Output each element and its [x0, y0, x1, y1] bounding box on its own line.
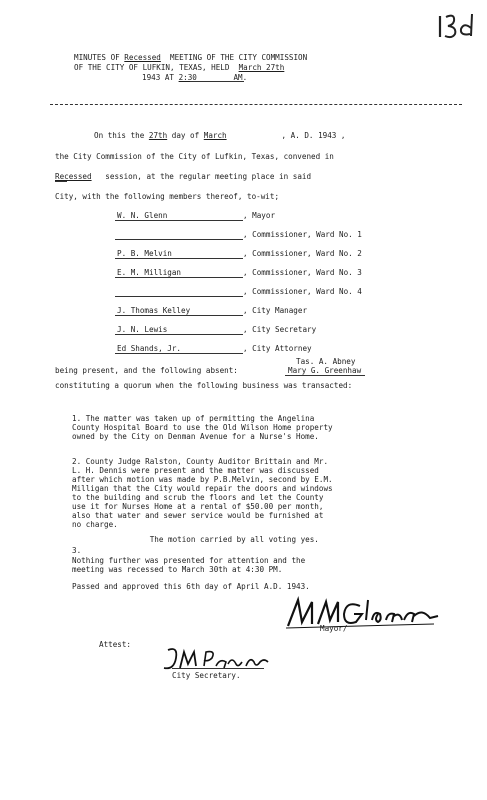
intro-session: Recessed [55, 172, 92, 181]
header-city: OF THE CITY OF LUFKIN, TEXAS, HELD [74, 63, 230, 72]
roster-name-2: P. B. Melvin [117, 249, 172, 258]
header-line-1 [74, 53, 307, 62]
absent-lead: being present, and the following absent: [55, 366, 238, 375]
roster-title-6: , City Secretary [243, 325, 317, 334]
secretary-line [172, 668, 264, 669]
roster-title-text-5: City Manager [252, 306, 308, 315]
body-line-7: Milligan that the City would repair the doors and windows [72, 484, 333, 493]
intro-text-b: day of [171, 131, 200, 140]
body-line-10: also that water and sewer service would be furnished at [72, 511, 324, 520]
roster-name-6: J. N. Lewis [117, 325, 168, 334]
roster-line-6 [115, 334, 243, 335]
mayor-label: Mayor/ [320, 624, 348, 633]
roster-line-1 [115, 239, 243, 240]
roster-title-0: , Mayor [243, 211, 276, 220]
roster-name-3: E. M. Milligan [117, 268, 182, 277]
time-underline [190, 81, 244, 82]
roster-title-5: , City Manager [243, 306, 308, 315]
body-line-0: 1. The matter was taken up of permitting the Angelina [72, 414, 315, 423]
intro-day: 27th [148, 131, 168, 140]
header-time: 2:30 [178, 73, 197, 82]
roster-line-5 [115, 315, 243, 316]
roster-line-2 [115, 258, 243, 259]
roster-title-text-7: City Attorney [252, 344, 312, 353]
header-separator [50, 104, 462, 105]
header-date: March 27th [238, 63, 285, 72]
body-line-14: Nothing further was presented for attention and the [72, 556, 306, 565]
header-year: 1943 AT [142, 73, 175, 82]
body-line-12: The motion carried by all voting yes. [72, 535, 319, 544]
intro-text-c: , A. D. 1943 , [281, 131, 346, 140]
intro-month: March [203, 131, 227, 140]
mayor-label-text: Mayor [320, 624, 343, 633]
roster-title-text-4: Commissioner, Ward No. 4 [252, 287, 362, 296]
roster-name-0: W. N. Glenn [117, 211, 168, 220]
roster-name-7: Ed Shands, Jr. [117, 344, 182, 353]
header-suffix: MEETING OF THE CITY COMMISSION [170, 53, 308, 62]
body-line-6: after which motion was made by P.B.Melvin, second by E.M. [72, 475, 333, 484]
body-line-8: to the building and scrub the floors and let the County [72, 493, 324, 502]
intro-line-4: City, with the following members thereof, to-wit; [55, 192, 280, 201]
roster-line-0 [115, 220, 243, 221]
roster-title-7: , City Attorney [243, 344, 312, 353]
roster-title-text-3: Commissioner, Ward No. 3 [252, 268, 362, 277]
body-line-15: meeting was recessed to March 30th at 4:30 PM. [72, 565, 283, 574]
header-prefix: MINUTES OF [74, 53, 120, 62]
roster-title-4: , Commissioner, Ward No. 4 [243, 287, 362, 296]
attest-label: Attest: [99, 640, 132, 649]
header-line-2 [74, 63, 284, 72]
page-number-mark [436, 10, 482, 40]
intro-line-1 [94, 131, 346, 140]
body-line-5: L. H. Dennis were present and the matter was discussed [72, 466, 319, 475]
intro-line-3 [55, 172, 311, 181]
intro-text-a: On this the [94, 131, 145, 140]
body-line-11: no charge. [72, 520, 118, 529]
roster-line-7 [115, 353, 243, 354]
body-line-9: use it for Nurses Home at a rental of $50.00 per month, [72, 502, 324, 511]
absent-underline [285, 375, 365, 376]
roster-title-text-6: City Secretary [252, 325, 317, 334]
absent-line-2: constituting a quorum when the following business was transacted: [55, 381, 353, 390]
header-ampm: AM. [233, 73, 248, 82]
roster-line-4 [115, 296, 243, 297]
roster-line-3 [115, 277, 243, 278]
roster-title-text-0: Mayor [252, 211, 276, 220]
body-line-17: Passed and approved this 6th day of April A.D. 1943. [72, 582, 310, 591]
body-line-1: County Hospital Board to use the Old Wilson Home property [72, 423, 333, 432]
absent-name-2: Mary G. Greenhaw [288, 366, 362, 375]
intro-line-2: the City Commission of the City of Lufkin, Texas, convened in [55, 152, 334, 161]
intro-line-3-text: session, at the regular meeting place in said [105, 172, 312, 181]
roster-name-5: J. Thomas Kelley [117, 306, 191, 315]
body-line-13: 3. [72, 546, 82, 555]
secretary-signature [160, 644, 272, 674]
header-session-type: Recessed [124, 53, 161, 62]
session-underline-lead [55, 181, 67, 182]
body-line-2: owned by the City on Denman Avenue for a Nurse's Home. [72, 432, 319, 441]
roster-title-2: , Commissioner, Ward No. 2 [243, 249, 362, 258]
body-line-4: 2. County Judge Ralston, County Auditor Brittain and Mr. [72, 457, 329, 466]
absent-name-1: Tas. A. Abney [296, 357, 356, 366]
roster-title-text-1: Commissioner, Ward No. 1 [252, 230, 362, 239]
mayor-signature [282, 594, 442, 630]
roster-title-text-2: Commissioner, Ward No. 2 [252, 249, 362, 258]
roster-title-3: , Commissioner, Ward No. 3 [243, 268, 362, 277]
secretary-label: City Secretary. [172, 671, 241, 680]
roster-title-1: , Commissioner, Ward No. 1 [243, 230, 362, 239]
